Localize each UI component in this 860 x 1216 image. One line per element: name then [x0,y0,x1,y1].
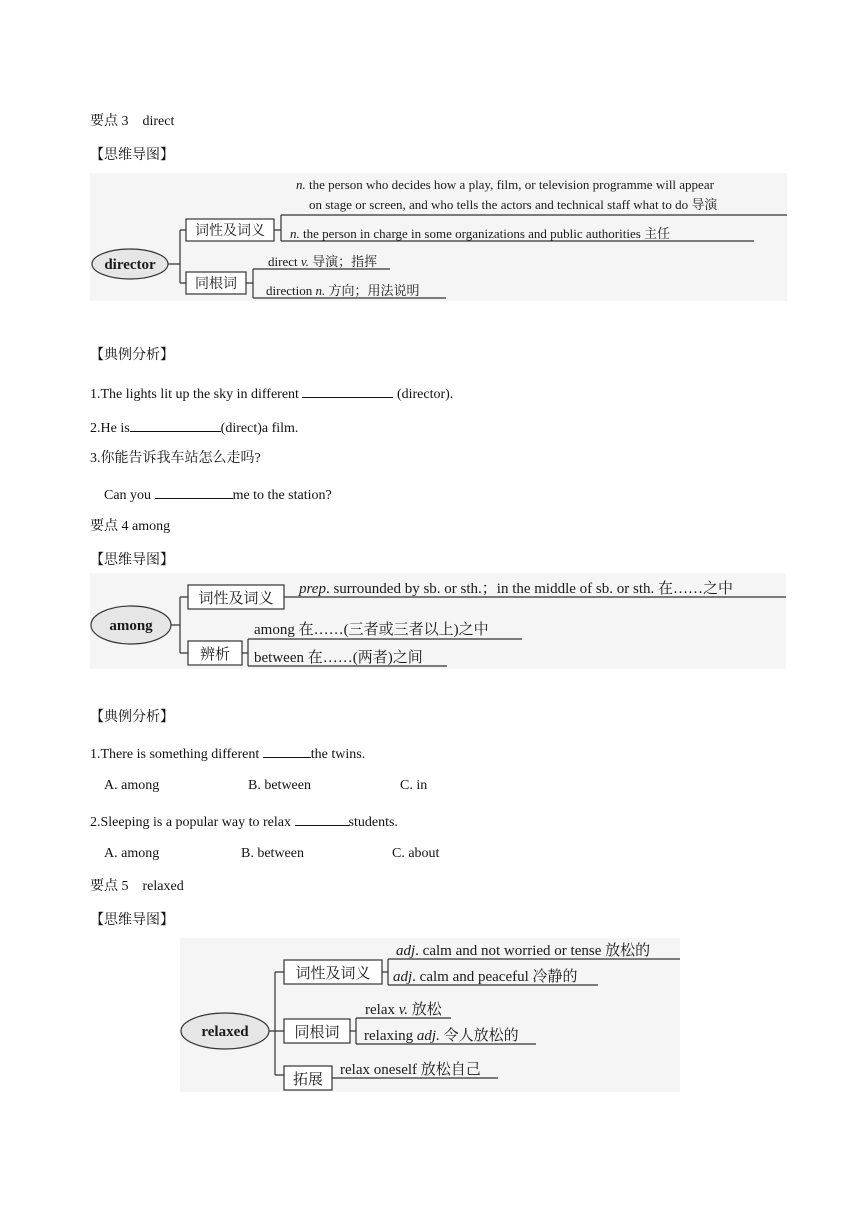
root-pos: v. [300,254,309,269]
section4-analysis-label: 【典例分析】 [90,710,174,725]
section3-mindmap-label: 【思维导图】 [90,148,174,163]
svg-text:adj. calm and not worried or t [396,942,650,959]
definition-pos: prep [299,581,326,597]
section4-heading: 要点 4 among [90,519,171,534]
option-b[interactable]: B. between [241,846,304,861]
definition-pos: adj [393,969,413,985]
definition-pos: n. [290,226,300,241]
mindmap-branch-text: 辨析 [199,647,231,663]
section5-heading: 要点 5 relaxed [90,879,184,894]
root-word: relax [365,1002,399,1018]
root-meaning: 方向；用法说明 [325,283,420,298]
definition-text: . calm and not worried or tense 放松的 [415,943,651,959]
svg-text:direct v. 导演；指挥 [268,254,377,269]
root-word: relaxing [364,1028,417,1044]
mindmap-branch-text: 词性及词义 [195,224,265,239]
answer-blank[interactable] [302,383,393,398]
comparison-text: among 在……(三者或三者以上)之中 [254,622,489,638]
option-c[interactable]: C. in [400,778,428,793]
definition-text: . calm and peaceful 冷静的 [412,969,578,985]
question-3-3: 3.你能告诉我车站怎么走吗? [90,451,261,466]
section3-heading: 要点 3 direct [90,114,175,129]
mindmap-branch-text: 拓展 [292,1072,324,1088]
svg-text:relax v. 放松 [365,1001,443,1018]
director-mindmap [90,173,787,301]
question-4-1: 1.There is something different the twins. [90,743,365,764]
question-4-2: 2.Sleeping is a popular way to relax students. [90,811,398,832]
root-word: direction [266,283,316,298]
svg-text:direction n. 方向；用法说明 [266,283,419,298]
among-mindmap [90,573,786,669]
svg-text:adj. calm and peaceful 冷静的 [393,968,578,985]
mindmap-center-text: director [104,257,156,273]
option-a[interactable]: A. among [104,846,160,861]
section3-analysis-label: 【典例分析】 [90,348,174,363]
comparison-text: between 在……(两者)之间 [254,650,423,666]
relaxed-mindmap [180,938,680,1092]
root-pos: adj. [416,1028,440,1044]
option-c[interactable]: C. about [392,846,440,861]
mindmap-center-text: among [109,618,153,634]
section4-mindmap-label: 【思维导图】 [90,553,174,568]
svg-text:n. the person who decides how [296,177,715,192]
root-meaning: 放松 [408,1002,442,1018]
root-pos: n. [315,283,326,298]
question-3-1: 1.The lights lit up the sky in different (director). [90,383,453,404]
extension-text: relax oneself 放松自己 [340,1062,481,1078]
mindmap-branch-text: 同根词 [195,277,237,292]
option-a[interactable]: A. among [104,778,160,793]
mindmap-branch-text: 词性及词义 [198,591,274,607]
definition-text: on stage or screen, and who tells the actors and technical staff what to do 导演 [309,197,718,212]
definition-pos: adj [396,943,416,959]
root-pos: v. [398,1002,409,1018]
question-3-2: 2.He is (direct)a film. [90,417,298,438]
option-b[interactable]: B. between [248,778,311,793]
svg-text:prep. surrounded by sb. or sth [298,580,733,597]
svg-text:n. the person in charge in som [290,226,670,241]
mindmap-branch-text: 同根词 [294,1025,340,1041]
svg-text:relaxing adj. 令人放松的 [364,1027,519,1044]
section5-mindmap-label: 【思维导图】 [90,913,174,928]
root-word: direct [268,254,301,269]
answer-blank[interactable] [155,484,233,499]
definition-pos: n. [296,177,306,192]
definition-text: the person who decides how a play, film, or television programme will appear [305,177,714,192]
mindmap-branch-text: 词性及词义 [295,966,371,982]
definition-text: . surrounded by sb. or sth.；in the middle of sb. or sth. 在……之中 [325,581,734,597]
root-meaning: 导演；指挥 [308,254,378,269]
root-meaning: 令人放松的 [439,1028,519,1044]
answer-blank[interactable] [130,417,221,432]
answer-blank[interactable] [263,743,311,758]
mindmap-center-text: relaxed [201,1024,249,1040]
definition-text: the person in charge in some organizations and public authorities 主任 [299,226,671,241]
answer-blank[interactable] [295,811,349,826]
question-3-3-english: Can you me to the station? [104,484,332,505]
